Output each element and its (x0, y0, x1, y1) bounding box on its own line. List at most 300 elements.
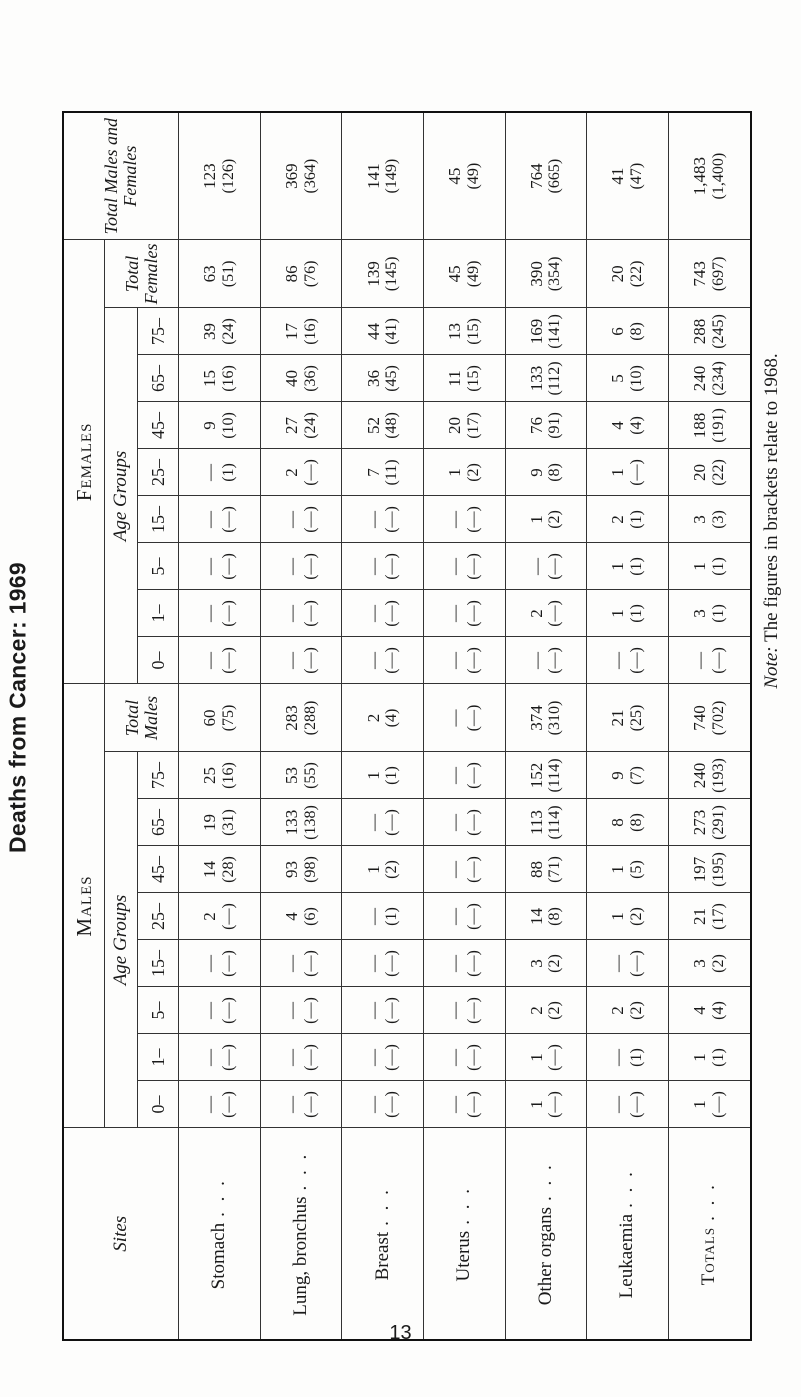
value-1968: (15) (464, 318, 482, 345)
value-1968: (98) (301, 856, 319, 883)
value-1969: 39 (200, 322, 220, 340)
females-age-cell (179, 308, 261, 355)
females-age-cell (179, 590, 261, 637)
females-age-cell (587, 355, 669, 402)
females-age-band-header: 15– (138, 496, 179, 543)
males-age-cell (587, 1034, 669, 1081)
deaths-table (62, 111, 752, 1341)
value-1968: (1) (628, 1048, 646, 1067)
value-1968: (16) (219, 365, 237, 392)
value-1969: — (445, 861, 465, 878)
males-age-cell (423, 940, 505, 987)
value-1969: 3 (690, 609, 710, 618)
females-age-band-header: 25– (138, 449, 179, 496)
males-age-cell (668, 1034, 751, 1081)
males-age-band-header: 25– (138, 893, 179, 940)
males-age-cell (505, 940, 587, 987)
value-1968: (—) (301, 1044, 319, 1071)
value-1969: 283 (281, 705, 301, 731)
value-1968: (364) (301, 158, 319, 194)
males-age-cell (179, 893, 261, 940)
value-1968: (354) (546, 256, 564, 292)
site-label: Leukaemia (616, 1213, 638, 1299)
value-1968: (49) (464, 162, 482, 190)
value-1969: — (200, 1049, 220, 1066)
value-1969: 9 (526, 468, 546, 477)
males-age-cell (260, 1034, 342, 1081)
site-name-cell (260, 1128, 342, 1340)
value-1968: (191) (709, 408, 727, 443)
value-1968: (—) (464, 762, 482, 789)
table-row (342, 112, 424, 1340)
females-age-cell (423, 496, 505, 543)
males-age-cell (505, 799, 587, 846)
females-age-band-header: 75– (138, 308, 179, 355)
value-1969: 390 (526, 261, 546, 287)
value-1968: (1) (628, 510, 646, 529)
value-1969: 19 (200, 814, 220, 831)
value-1968: (45) (383, 365, 401, 392)
value-1968: (—) (709, 647, 727, 674)
value-1968: (—) (464, 1091, 482, 1118)
value-1968: (4) (709, 1001, 727, 1020)
leader-dots: . . . (289, 1151, 311, 1191)
females-age-band-header: 65– (138, 355, 179, 402)
value-1969: 21 (690, 908, 710, 925)
rotated-table-frame (62, 113, 752, 1341)
total-females-cell (668, 240, 751, 308)
males-age-cell (260, 752, 342, 799)
value-1969: 5 (608, 374, 628, 383)
value-1969: 4 (690, 1006, 710, 1015)
value-1969: — (445, 767, 465, 784)
value-1968: (—) (383, 997, 401, 1024)
males-age-cell (668, 1081, 751, 1128)
value-1968: (1) (709, 604, 727, 623)
females-age-cell (668, 402, 751, 449)
females-age-cell (179, 402, 261, 449)
value-1968: (—) (383, 506, 401, 533)
value-1968: (—) (219, 1091, 237, 1118)
value-1969: — (445, 1096, 465, 1113)
males-age-cell (260, 1081, 342, 1128)
value-1969: 1 (608, 562, 628, 571)
value-1968: (47) (628, 162, 646, 190)
value-1969: — (281, 955, 301, 972)
value-1969: 743 (690, 261, 710, 287)
females-age-cell (260, 637, 342, 684)
total-females-cell (260, 240, 342, 308)
value-1969: 7 (363, 468, 383, 477)
value-1969: 20 (445, 416, 465, 434)
males-age-cell (260, 940, 342, 987)
value-1968: (22) (709, 459, 727, 486)
value-1968: (2) (628, 907, 646, 926)
footnote (761, 251, 783, 791)
total-females-cell (179, 240, 261, 308)
males-age-cell (423, 1081, 505, 1128)
females-age-cell (587, 449, 669, 496)
total-females-cell (505, 240, 587, 308)
value-1968: (—) (219, 903, 237, 930)
value-1969: 1 (690, 562, 710, 571)
leader-dots: . . . (698, 1182, 720, 1221)
value-1969: — (363, 814, 383, 831)
males-age-cell (342, 846, 424, 893)
value-1968: (697) (709, 256, 727, 292)
males-age-cell (179, 846, 261, 893)
value-1969: 1 (363, 865, 383, 874)
value-1969: — (200, 510, 220, 528)
males-age-cell (587, 846, 669, 893)
value-1969: 369 (281, 163, 301, 189)
value-1969: 197 (690, 856, 710, 883)
value-1968: (310) (546, 700, 564, 736)
value-1968: (—) (219, 950, 237, 977)
value-1968: (75) (219, 704, 237, 732)
value-1969: 93 (281, 861, 301, 878)
value-1968: (1) (383, 907, 401, 926)
value-1969: — (363, 651, 383, 669)
females-age-cell (423, 355, 505, 402)
value-1968: (—) (219, 997, 237, 1024)
value-1968: (15) (464, 365, 482, 392)
value-1968: (8) (628, 322, 646, 341)
value-1969: 2 (608, 515, 628, 524)
value-1969: — (608, 1049, 628, 1066)
total-males-cell (505, 684, 587, 752)
females-age-cell (260, 355, 342, 402)
total-males-cell (342, 684, 424, 752)
value-1969: — (281, 1049, 301, 1066)
females-age-cell (342, 355, 424, 402)
males-age-cell (342, 1034, 424, 1081)
value-1969: 133 (281, 809, 301, 836)
value-1969: — (363, 1002, 383, 1019)
value-1969: — (526, 557, 546, 575)
value-1968: (—) (464, 950, 482, 977)
males-age-cell (260, 846, 342, 893)
value-1968: (55) (301, 762, 319, 789)
value-1969: 1 (608, 609, 628, 618)
value-1969: — (281, 510, 301, 528)
value-1969: — (445, 955, 465, 972)
value-1968: (114) (546, 805, 564, 840)
females-age-cell (423, 402, 505, 449)
females-age-cell (342, 590, 424, 637)
value-1968: (—) (301, 553, 319, 580)
value-1968: (—) (301, 600, 319, 627)
value-1968: (1,400) (709, 152, 727, 200)
value-1969: 1 (690, 1100, 710, 1109)
value-1969: 8 (608, 818, 628, 827)
value-1969: 4 (281, 912, 301, 921)
site-label: Uterus (453, 1230, 475, 1282)
males-age-band-header: 5– (138, 987, 179, 1034)
site-name-cell (668, 1128, 751, 1340)
males-age-cell (342, 893, 424, 940)
value-1969: 188 (690, 412, 710, 439)
males-age-groups-header: Age Groups (105, 752, 138, 1128)
table-row (179, 112, 261, 1340)
value-1969: 27 (281, 416, 301, 434)
value-1969: — (200, 955, 220, 972)
value-1968: (—) (219, 506, 237, 533)
value-1969: 86 (281, 265, 301, 283)
males-age-cell (505, 1034, 587, 1081)
value-1969: 133 (526, 365, 546, 392)
females-age-groups-header: Age Groups (105, 308, 138, 684)
value-1969: 3 (526, 959, 546, 968)
females-age-cell (179, 637, 261, 684)
value-1968: (—) (464, 647, 482, 674)
value-1968: (17) (709, 903, 727, 930)
value-1969: 1,483 (690, 157, 710, 196)
table-row (260, 112, 342, 1340)
value-1969: 1 (690, 1053, 710, 1062)
value-1968: (665) (546, 158, 564, 194)
value-1969: — (445, 651, 465, 669)
value-1969: 273 (690, 809, 710, 836)
females-age-cell (668, 496, 751, 543)
value-1968: (—) (301, 950, 319, 977)
value-1969: — (445, 557, 465, 575)
females-age-cell (587, 590, 669, 637)
value-1968: (—) (628, 459, 646, 486)
value-1969: — (200, 651, 220, 669)
females-age-cell (423, 637, 505, 684)
table-row (587, 112, 669, 1340)
females-age-cell (505, 355, 587, 402)
value-1969: — (281, 651, 301, 669)
females-group-header: Females (63, 240, 105, 684)
males-age-cell (423, 799, 505, 846)
value-1968: (702) (709, 700, 727, 736)
value-1969: 9 (200, 421, 220, 430)
males-age-band-header: 1– (138, 1034, 179, 1081)
value-1968: (36) (301, 365, 319, 392)
value-1969: 1 (526, 515, 546, 524)
value-1969: — (363, 510, 383, 528)
females-age-cell (505, 308, 587, 355)
total-males-cell (260, 684, 342, 752)
value-1968: (—) (464, 600, 482, 627)
value-1969: 3 (690, 959, 710, 968)
value-1969: — (363, 955, 383, 972)
males-age-cell (668, 987, 751, 1034)
females-age-cell (260, 543, 342, 590)
value-1969: — (200, 463, 220, 481)
grand-total-cell (423, 112, 505, 240)
value-1969: 139 (363, 261, 383, 287)
value-1968: (8) (546, 907, 564, 926)
value-1969: 2 (281, 468, 301, 477)
males-age-cell (179, 1081, 261, 1128)
value-1969: 21 (608, 709, 628, 727)
females-age-cell (505, 496, 587, 543)
value-1968: (—) (383, 553, 401, 580)
females-age-cell (342, 402, 424, 449)
site-label: Other organs (534, 1206, 556, 1306)
value-1968: (114) (546, 758, 564, 793)
value-1969: 1 (608, 865, 628, 874)
value-1969: 240 (690, 762, 710, 789)
grand-total-cell (179, 112, 261, 240)
value-1969: 740 (690, 705, 710, 731)
females-age-cell (668, 590, 751, 637)
females-age-band-header: 1– (138, 590, 179, 637)
value-1969: — (281, 1002, 301, 1019)
males-age-cell (423, 846, 505, 893)
value-1969: 17 (281, 322, 301, 340)
value-1969: 45 (445, 265, 465, 283)
females-age-cell (179, 543, 261, 590)
value-1969: 53 (281, 767, 301, 784)
females-age-cell (587, 637, 669, 684)
females-age-cell (423, 590, 505, 637)
grand-total-cell (342, 112, 424, 240)
footnote-label: Note: (761, 646, 782, 689)
value-1968: (—) (383, 1091, 401, 1118)
females-age-cell (179, 496, 261, 543)
value-1968: (141) (546, 314, 564, 349)
group-header-row (63, 112, 105, 1340)
value-1968: (11) (383, 459, 401, 486)
grand-total-cell (260, 112, 342, 240)
males-age-cell (260, 799, 342, 846)
value-1969: 41 (608, 167, 628, 185)
value-1969: 1 (445, 468, 465, 477)
value-1968: (17) (464, 412, 482, 439)
value-1969: 40 (281, 369, 301, 387)
females-age-cell (342, 308, 424, 355)
value-1968: (91) (546, 412, 564, 439)
females-age-cell (587, 543, 669, 590)
females-age-cell (260, 496, 342, 543)
value-1968: (25) (628, 704, 646, 732)
females-age-cell (423, 308, 505, 355)
females-age-cell (505, 590, 587, 637)
total-females-cell (423, 240, 505, 308)
table-row (668, 112, 751, 1340)
value-1968: (1) (709, 1048, 727, 1067)
value-1969: — (200, 604, 220, 622)
value-1968: (—) (546, 553, 564, 580)
males-age-cell (587, 940, 669, 987)
value-1969: — (200, 1096, 220, 1113)
males-age-cell (423, 987, 505, 1034)
males-age-cell (587, 1081, 669, 1128)
value-1968: (—) (628, 1091, 646, 1118)
total-males-cell (423, 684, 505, 752)
value-1969: — (200, 557, 220, 575)
value-1968: (22) (628, 260, 646, 288)
value-1968: (2) (383, 860, 401, 879)
leader-dots: . . . (371, 1187, 393, 1226)
value-1969: — (363, 1049, 383, 1066)
value-1969: — (445, 709, 465, 727)
males-group-header: Males (63, 684, 105, 1128)
value-1968: (—) (546, 1091, 564, 1118)
value-1969: 36 (363, 369, 383, 387)
males-age-cell (587, 799, 669, 846)
value-1969: — (363, 908, 383, 925)
value-1968: (—) (464, 1044, 482, 1071)
females-age-cell (342, 637, 424, 684)
value-1968: (2) (546, 954, 564, 973)
females-age-cell (587, 308, 669, 355)
females-age-cell (260, 449, 342, 496)
value-1969: — (445, 908, 465, 925)
value-1968: (—) (464, 553, 482, 580)
value-1968: (6) (301, 907, 319, 926)
value-1969: — (608, 1096, 628, 1113)
deaths-table-container (62, 113, 752, 1341)
value-1968: (2) (546, 1001, 564, 1020)
value-1969: 13 (445, 322, 465, 340)
value-1968: (—) (301, 506, 319, 533)
value-1968: (—) (464, 506, 482, 533)
value-1968: (—) (546, 600, 564, 627)
value-1969: 2 (526, 609, 546, 618)
value-1969: 76 (526, 416, 546, 434)
males-age-cell (342, 752, 424, 799)
grand-total-cell (587, 112, 669, 240)
value-1968: (—) (383, 1044, 401, 1071)
value-1968: (—) (383, 809, 401, 836)
value-1968: (8) (628, 813, 646, 832)
males-age-cell (587, 987, 669, 1034)
value-1968: (245) (709, 314, 727, 349)
value-1968: (—) (464, 997, 482, 1024)
males-age-cell (505, 893, 587, 940)
males-age-cell (505, 846, 587, 893)
value-1968: (8) (546, 463, 564, 482)
value-1969: 15 (200, 369, 220, 387)
females-age-cell (342, 543, 424, 590)
value-1968: (76) (301, 260, 319, 288)
value-1968: (28) (219, 856, 237, 883)
value-1968: (—) (301, 997, 319, 1024)
value-1969: 45 (445, 167, 465, 185)
value-1969: 44 (363, 322, 383, 340)
value-1969: — (281, 557, 301, 575)
value-1968: (48) (383, 412, 401, 439)
value-1968: (—) (628, 950, 646, 977)
females-age-cell (423, 449, 505, 496)
males-age-cell (668, 799, 751, 846)
site-label: Stomach (208, 1222, 230, 1290)
females-age-cell (505, 637, 587, 684)
total-males-header: Total Males (105, 684, 179, 752)
value-1968: (—) (219, 1044, 237, 1071)
value-1968: (—) (709, 1091, 727, 1118)
value-1968: (—) (301, 647, 319, 674)
value-1969: 113 (526, 810, 546, 835)
males-age-cell (342, 987, 424, 1034)
value-1969: — (445, 1049, 465, 1066)
value-1968: (—) (464, 704, 482, 732)
value-1968: (51) (219, 260, 237, 288)
males-age-cell (587, 752, 669, 799)
value-1968: (—) (464, 856, 482, 883)
value-1968: (3) (709, 510, 727, 529)
value-1969: 88 (526, 861, 546, 878)
page-number: 13 (389, 1322, 412, 1344)
value-1969: 2 (526, 1006, 546, 1015)
females-age-cell (179, 449, 261, 496)
leader-dots: . . . (453, 1186, 475, 1225)
